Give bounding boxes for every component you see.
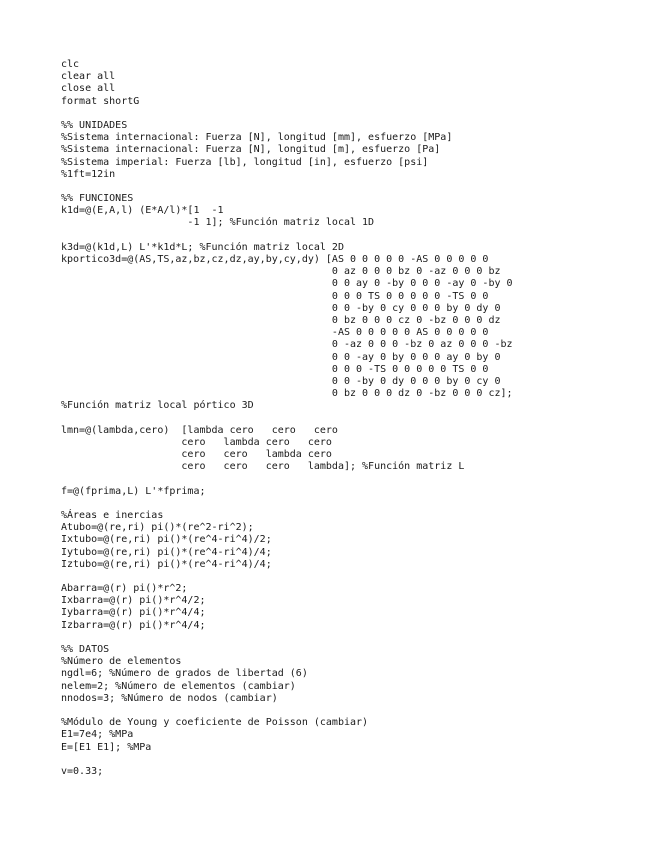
code-line: 0 az 0 0 0 bz 0 -az 0 0 0 bz [61, 266, 501, 278]
code-line: k3d=@(k1d,L) L'*k1d*L; %Función matriz local 2D [61, 241, 344, 253]
code-line [61, 705, 513, 717]
matlab-code-listing [61, 59, 513, 778]
code-line: 0 0 ay 0 -by 0 0 0 -ay 0 -by 0 [61, 278, 513, 290]
code-line: clear all [61, 71, 116, 83]
code-line [61, 473, 513, 485]
code-line: clc [61, 59, 80, 70]
code-line: kportico3d=@(AS,TS,az,bz,cz,dz,ay,by,cy,dy) [AS 0 0 0 0 0 -AS 0 0 0 0 0 [61, 254, 489, 265]
code-line [61, 412, 513, 424]
code-line: %Número de elementos [61, 656, 182, 668]
code-line [61, 230, 513, 242]
code-line: 0 0 0 -TS 0 0 0 0 0 TS 0 0 [61, 363, 489, 375]
code-line [61, 108, 513, 120]
code-line: cero cero cero lambda]; %Función matriz L [61, 461, 465, 473]
code-line: %Módulo de Young y coeficiente de Poisson (cambiar) [61, 717, 369, 729]
code-line: Ixbarra=@(r) pi()*r^4/2; [61, 595, 206, 607]
code-line: format shortG [61, 95, 140, 107]
code-line: lmn=@(lambda,cero) [lambda cero cero cero [61, 424, 338, 436]
code-line: %Sistema imperial: Fuerza [lb], longitud [in], esfuerzo [psi] [61, 156, 429, 168]
code-line: -1 1]; %Función matriz local 1D [61, 217, 375, 229]
code-line [61, 181, 513, 193]
code-line: nelem=2; %Número de elementos (cambiar) [61, 680, 296, 692]
code-line: E1=7e4; %MPa [61, 729, 134, 741]
code-line: cero lambda cero cero [61, 436, 332, 448]
code-line: Atubo=@(re,ri) pi()*(re^2-ri^2); [61, 522, 254, 534]
code-line: E=[E1 E1]; %MPa [61, 741, 152, 753]
code-line: %Sistema internacional: Fuerza [N], longitud [m], esfuerzo [Pa] [61, 144, 441, 156]
code-line: 0 0 -by 0 dy 0 0 0 by 0 cy 0 [61, 375, 501, 387]
code-line: Ixtubo=@(re,ri) pi()*(re^4-ri^4)/2; [61, 534, 272, 546]
code-line: %1ft=12in [61, 168, 116, 180]
code-line: %% UNIDADES [61, 119, 128, 131]
code-line: %Áreas e inercias [61, 509, 164, 521]
code-line: cero cero lambda cero [61, 449, 332, 460]
code-line: %% DATOS [61, 644, 110, 655]
code-line: Iybarra=@(r) pi()*r^4/4; [61, 607, 206, 619]
code-line: f=@(fprima,L) L'*fprima; [61, 485, 206, 497]
code-line: %Función matriz local pórtico 3D [61, 400, 254, 412]
code-line: ngdl=6; %Número de grados de libertad (6) [61, 668, 308, 680]
code-line: 0 0 -ay 0 by 0 0 0 ay 0 by 0 [61, 351, 501, 363]
code-line: close all [61, 83, 116, 95]
code-line: nnodos=3; %Número de nodos (cambiar) [61, 692, 278, 704]
code-line: k1d=@(E,A,l) (E*A/l)*[1 -1 [61, 205, 224, 217]
code-line: -AS 0 0 0 0 0 AS 0 0 0 0 0 [61, 327, 489, 339]
code-line: 0 0 0 TS 0 0 0 0 0 -TS 0 0 [61, 290, 489, 302]
code-line: v=0.33; [61, 765, 104, 777]
code-line [61, 571, 513, 583]
code-line [61, 754, 513, 766]
code-line: 0 bz 0 0 0 cz 0 -bz 0 0 0 dz [61, 314, 501, 326]
code-line: %Sistema internacional: Fuerza [N], longitud [mm], esfuerzo [MPa] [61, 132, 453, 144]
code-line: 0 0 -by 0 cy 0 0 0 by 0 dy 0 [61, 302, 501, 314]
code-line: 0 bz 0 0 0 dz 0 -bz 0 0 0 cz]; [61, 388, 513, 400]
code-line: Iztubo=@(re,ri) pi()*(re^4-ri^4)/4; [61, 558, 272, 570]
code-line: %% FUNCIONES [61, 193, 134, 205]
code-line: Iytubo=@(re,ri) pi()*(re^4-ri^4)/4; [61, 546, 272, 558]
code-line [61, 498, 513, 510]
code-line: Izbarra=@(r) pi()*r^4/4; [61, 619, 206, 631]
code-line: 0 -az 0 0 0 -bz 0 az 0 0 0 -bz [61, 339, 513, 351]
code-line: Abarra=@(r) pi()*r^2; [61, 583, 188, 595]
code-line [61, 632, 513, 644]
